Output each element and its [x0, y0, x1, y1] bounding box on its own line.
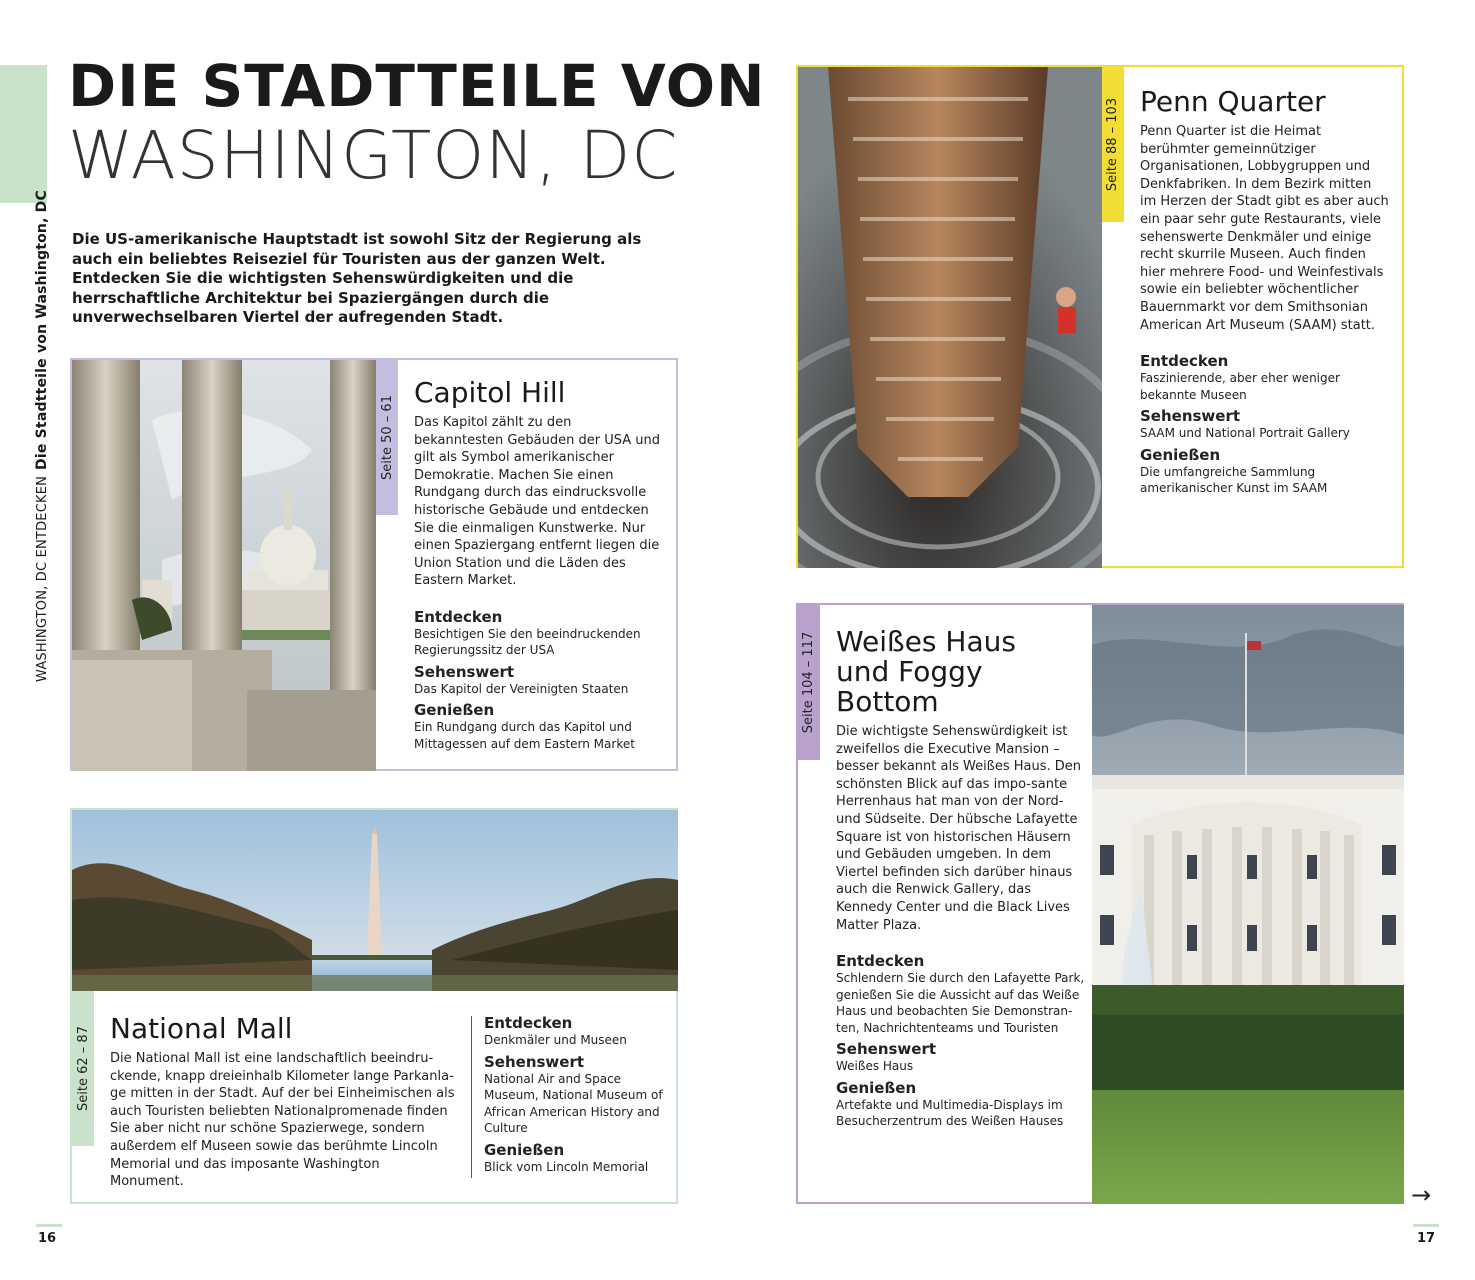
penn-quarter-photo: [798, 67, 1102, 568]
whitehouse-geniessen-text: Artefakte und Multimedia-Displays im Besucherzentrum des Weißen Hauses: [836, 1097, 1064, 1129]
capitol-description: Das Kapitol zählt zu den bekanntesten Gebäuden der USA und gilt als Symbol amerikanischer Demokratie. Machen Sie einen Rundgang durch das eindrucksvolle historische Gebäude und entdecken Sie die einmaligen Kunstwerke. Nur einen Spaziergang entfernt liegen die Union Station und die Läden des Eastern Market.: [414, 415, 660, 589]
mall-page-range: Seite 62 – 87: [75, 1026, 91, 1111]
capitol-page-range-tab: [376, 360, 398, 515]
capitol-entdecken-heading: Entdecken: [414, 607, 503, 626]
national-mall-illustration: [72, 810, 678, 991]
penn-geniessen-text: Die umfangreiche Sammlung amerikanischer Kunst im SAAM: [1140, 464, 1328, 496]
penn-title: Penn Quarter: [1140, 85, 1326, 118]
whitehouse-text-block: [836, 627, 1086, 1134]
intro-paragraph: Die US-amerikanische Hauptstadt ist sowohl Sitz der Regierung als auch ein beliebtes Reiseziel für Touristen aus der ganzen Welt. Entdecken Sie die wichtigsten Sehenswürdigkeiten und die herrschaftliche Architektur bei Spaziergängen durch die unverwechselbaren Viertel der aufregenden Stadt.: [72, 230, 642, 326]
capitol-hill-card: [70, 358, 678, 771]
running-head-bold: Die Stadtteile von Washington, DC: [34, 190, 50, 470]
mall-page-range-tab: [72, 991, 94, 1146]
whitehouse-description: Die wichtigste Sehenswürdigkeit ist zweifellos die Executive Mansion – besser bekannt als Weißes Haus. Den schönsten Blick auf das impo-sante Herrenhaus hat man von der Nord- und Südseite. Der hübsche Lafayette Square ist von historischen Häusern und Gebäuden umgeben. In dem Viertel befinden sich darüber hinaus auch die Renwick Gallery, das Kennedy Center und die Black Lives Matter Plaza.: [836, 724, 1082, 933]
section-running-head: [34, 190, 50, 682]
penn-geniessen-heading: Genießen: [1140, 445, 1221, 464]
mall-entdecken-text: Denkmäler und Museen: [484, 1033, 627, 1047]
left-page-number-rule: [36, 1224, 62, 1227]
right-page-number: 17: [1417, 1231, 1436, 1246]
mall-title: National Mall: [110, 1012, 293, 1045]
capitol-geniessen-heading: Genießen: [414, 701, 495, 720]
penn-entdecken-text: Faszinierende, aber eher weniger bekannte Museen: [1140, 371, 1340, 402]
running-head-light: WASHINGTON, DC ENTDECKEN: [35, 475, 50, 682]
penn-page-range-tab: [1102, 67, 1124, 222]
mall-description: Die National Mall ist eine landschaftlich beeindru-ckende, knapp dreieinhalb Kilometer lange Parkanla-ge mitten in der Stadt. Auf der bei Einheimischen als auch Touristen beliebten Nationalpromenade finden Sie aber nicht nur schöne Spazierwege, sondern außerdem elf Museen sowie das berühmte Lincoln Memorial und das imposante Washington Monument.: [110, 1051, 455, 1190]
penn-page-range: Seite 88 – 103: [1105, 97, 1121, 192]
whitehouse-title-line3: Bottom: [836, 685, 939, 718]
penn-quarter-illustration: [798, 67, 1102, 568]
section-color-tab: [0, 65, 47, 203]
mall-geniessen-heading: Genießen: [484, 1140, 565, 1159]
penn-sehenswert-heading: Sehenswert: [1140, 407, 1241, 426]
capitol-illustration: [72, 360, 376, 771]
page-title-line2: WASHINGTON, DC: [68, 117, 679, 194]
penn-description: Penn Quarter ist die Heimat berühmter gemeinnütziger Organisationen, Lobbygruppen und Denkfabriken. In dem Bezirk mitten im Herzen der Stadt gibt es aber auch ein paar sehr gute Restaurants, viele sehenswerte Denkmäler und einige recht skurrile Museen. Auch finden hier mehrere Food- und Weinfestivals sowie ein beliebter wöchentlicher Bauernmarkt vor dem Smithsonian American Art Museum (SAAM) statt.: [1140, 124, 1389, 333]
penn-entdecken-heading: Entdecken: [1140, 352, 1229, 371]
mall-highlights-block: [484, 1014, 664, 1179]
whitehouse-entdecken-text: Schlendern Sie durch den Lafayette Park, genießen Sie die Aussicht auf das Weiße Haus und beobachten Sie Demonstran-ten, Nachrichtenteams und Touristen: [836, 971, 1085, 1035]
next-page-arrow-icon[interactable]: →: [1411, 1181, 1432, 1209]
penn-sehenswert-text: SAAM und National Portrait Gallery: [1140, 426, 1350, 441]
page-title-line1: DIE STADTTEILE VON: [68, 52, 766, 120]
whitehouse-entdecken-heading: Entdecken: [836, 952, 925, 971]
national-mall-photo: [72, 810, 678, 991]
whitehouse-page-range-tab: [798, 605, 820, 760]
whitehouse-geniessen-heading: Genießen: [836, 1078, 917, 1097]
mall-sehenswert-heading: Sehenswert: [484, 1052, 585, 1071]
mall-column-divider: [471, 1016, 472, 1178]
penn-text-block: [1140, 87, 1390, 501]
mall-text-block: [110, 1014, 455, 1191]
capitol-page-range: Seite 50 – 61: [379, 395, 395, 480]
capitol-geniessen-text: Ein Rundgang durch das Kapitol und Mittagessen auf dem Eastern Market: [414, 720, 635, 751]
mall-entdecken-heading: Entdecken: [484, 1014, 573, 1032]
penn-quarter-card: [796, 65, 1404, 568]
left-page-number: 16: [38, 1231, 57, 1246]
whitehouse-page-range: Seite 104 – 117: [801, 631, 817, 734]
white-house-photo: [1092, 605, 1404, 1204]
national-mall-card: [70, 808, 678, 1204]
capitol-sehenswert-text: Das Kapitol der Vereinigten Staaten: [414, 681, 629, 696]
capitol-sehenswert-heading: Sehenswert: [414, 662, 515, 681]
capitol-title: Capitol Hill: [414, 376, 566, 409]
mall-sehenswert-text: National Air and Space Museum, National Museum of African American History and Culture: [484, 1071, 663, 1135]
capitol-entdecken-text: Besichtigen Sie den beeindruckenden Regierungssitz der USA: [414, 626, 641, 658]
whitehouse-sehenswert-text: Weißes Haus: [836, 1059, 914, 1074]
white-house-illustration: [1092, 605, 1404, 1204]
whitehouse-sehenswert-heading: Sehenswert: [836, 1040, 937, 1059]
capitol-text-block: [414, 378, 664, 756]
mall-geniessen-text: Blick vom Lincoln Memorial: [484, 1159, 649, 1174]
capitol-photo: [72, 360, 376, 771]
whitehouse-title-line2: und Foggy: [836, 655, 983, 688]
whitehouse-title-line1: Weißes Haus: [836, 625, 1016, 658]
white-house-card: [796, 603, 1404, 1204]
right-page-number-rule: [1413, 1224, 1439, 1227]
